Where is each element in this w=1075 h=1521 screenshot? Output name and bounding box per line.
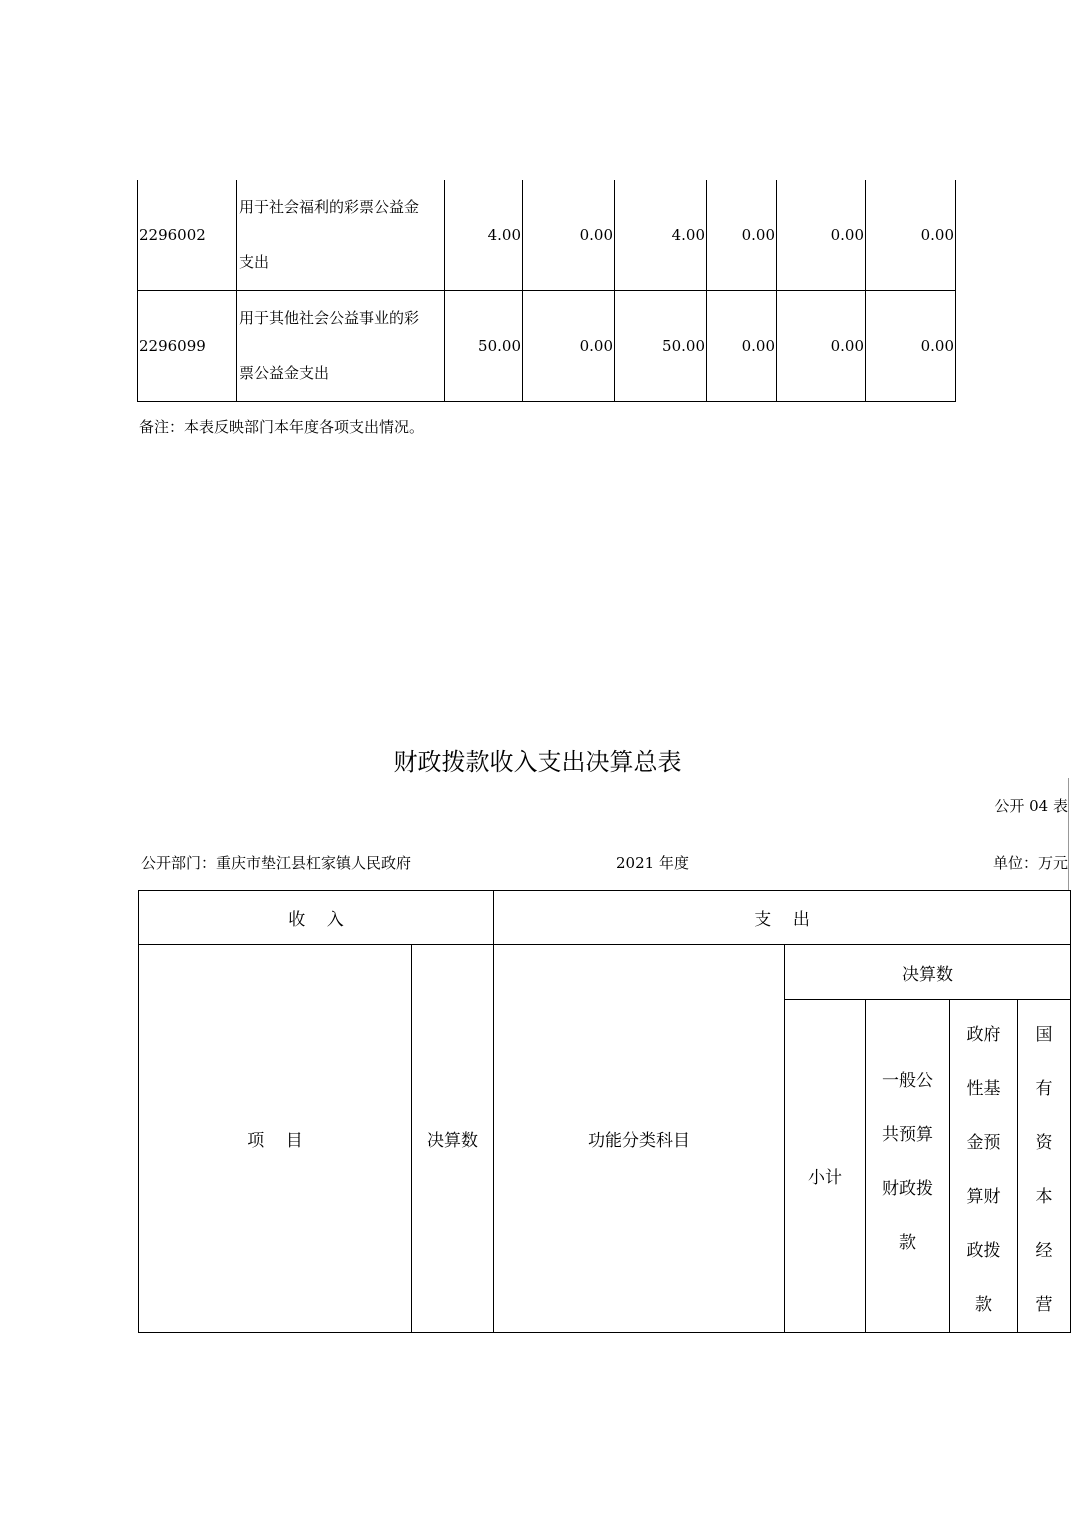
expense-detail-table — [137, 180, 956, 402]
row-value: 4.00 — [445, 180, 523, 291]
income-amount-header: 决算数 — [412, 945, 494, 1333]
department-label: 公开部门：重庆市垫江县杠家镇人民政府 — [141, 854, 412, 872]
table-row — [139, 945, 1071, 1000]
row-code: 2296002 — [138, 180, 237, 291]
row-value: 0.00 — [523, 180, 615, 291]
general-budget-header: 一般公 共预算 财政拨 款 — [866, 1000, 950, 1333]
unit-label: 单位：万元 — [992, 854, 1068, 872]
table-row — [139, 891, 1071, 945]
row-value: 4.00 — [615, 180, 707, 291]
row-value: 0.00 — [523, 291, 615, 402]
row-value: 0.00 — [777, 291, 866, 402]
table-note: 备注：本表反映部门本年度各项支出情况。 — [139, 418, 425, 436]
row-name: 用于其他社会公益事业的彩 票公益金支出 — [237, 291, 445, 402]
margin-rule — [1068, 778, 1069, 890]
year-label: 2021 年度 — [616, 854, 689, 872]
gov-fund-header: 政府 性基 金预 算财 政拨 款 — [950, 1000, 1018, 1333]
row-value: 0.00 — [777, 180, 866, 291]
table-row — [138, 291, 956, 402]
function-class-header: 功能分类科目 — [494, 945, 785, 1333]
row-value: 0.00 — [866, 291, 956, 402]
budget-summary-table — [138, 890, 1071, 1333]
row-value: 50.00 — [615, 291, 707, 402]
row-value: 0.00 — [707, 291, 777, 402]
final-amount-header: 决算数 — [785, 945, 1071, 1000]
row-value: 0.00 — [866, 180, 956, 291]
item-header: 项 目 — [139, 945, 412, 1333]
row-code: 2296099 — [138, 291, 237, 402]
row-value: 50.00 — [445, 291, 523, 402]
row-name: 用于社会福利的彩票公益金 支出 — [237, 180, 445, 291]
row-value: 0.00 — [707, 180, 777, 291]
page-title: 财政拨款收入支出决算总表 — [393, 748, 682, 776]
income-header: 收 入 — [139, 891, 494, 945]
table-row — [138, 180, 956, 291]
subtotal-header: 小计 — [785, 1000, 866, 1333]
state-capital-header: 国 有 资 本 经 营 — [1018, 1000, 1071, 1333]
expense-header: 支 出 — [494, 891, 1071, 945]
sheet-number: 公开 04 表 — [994, 797, 1068, 815]
